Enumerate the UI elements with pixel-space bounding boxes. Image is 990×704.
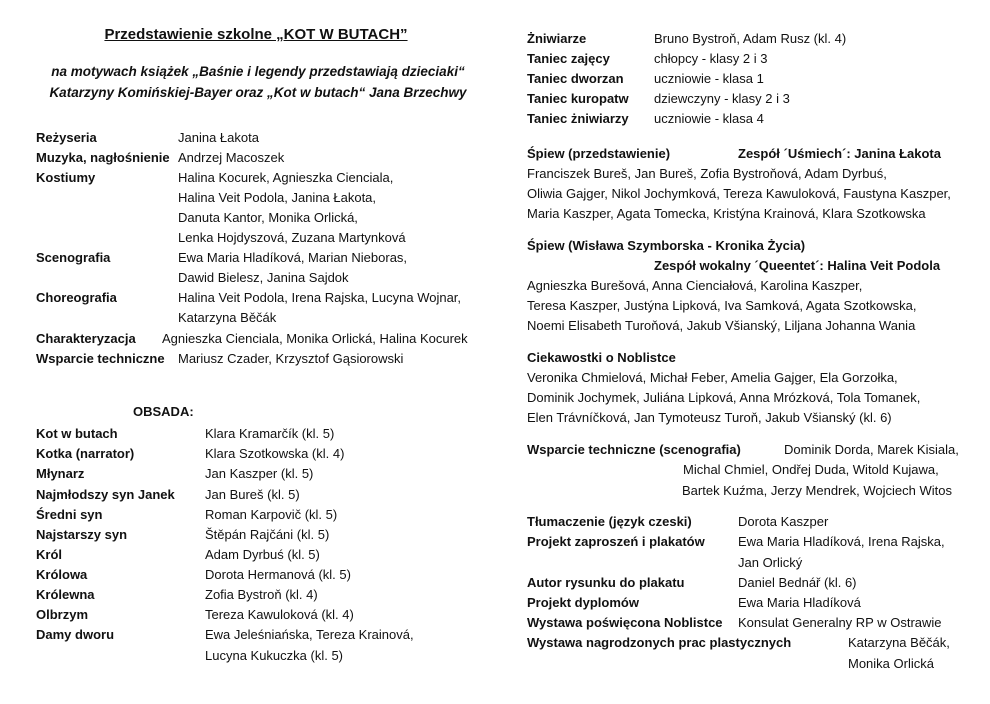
dance-value: uczniowie - klasa 1 <box>654 71 764 86</box>
member-line: Noemi Elisabeth Turoňová, Jakub Všianský, Liljana Johanna Wania <box>527 318 916 333</box>
member-line: Dominik Jochymek, Juliána Lipková, Anna Mrózková, Tola Tomanek, <box>527 390 921 405</box>
cast-role: Kotka (narrator) <box>36 446 135 461</box>
section-label: Ciekawostki o Noblistce <box>527 350 676 365</box>
credit-label: Wystawa poświęcona Noblistce <box>527 615 723 630</box>
credit-label: Wystawa nagrodzonych prac plastycznych <box>527 635 792 650</box>
section-label: Wsparcie techniczne (scenografia) <box>527 442 741 457</box>
cast-actor: Klara Kramarčík (kl. 5) <box>205 426 335 441</box>
subtitle <box>28 61 488 103</box>
crew-value: Dawid Bielesz, Janina Sajdok <box>178 270 349 285</box>
cast-actor: Štěpán Rajčáni (kl. 5) <box>205 527 330 542</box>
crew-value: Katarzyna Běčák <box>178 310 277 325</box>
credit-value: Daniel Bednář (kl. 6) <box>738 575 857 590</box>
dance-value: Bruno Bystroň, Adam Rusz (kl. 4) <box>654 31 847 46</box>
credit-value: Ewa Maria Hladíková, Irena Rajska, <box>738 534 945 549</box>
credit-label: Autor rysunku do plakatu <box>527 575 685 590</box>
member-line: Oliwia Gajger, Nikol Jochymková, Tereza Kawuloková, Faustyna Kaszper, <box>527 186 951 201</box>
crew-label: Muzyka, nagłośnienie <box>36 150 170 165</box>
member-line: Agnieszka Burešová, Anna Cienciałová, Karolina Kaszper, <box>527 278 863 293</box>
crew-label: Choreografia <box>36 290 117 305</box>
credit-value: Ewa Maria Hladíková <box>738 595 861 610</box>
cast-role: Średni syn <box>36 507 103 522</box>
crew-label: Charakteryzacja <box>36 331 136 346</box>
cast-actor: Zofia Bystroň (kl. 4) <box>205 587 318 602</box>
credit-label: Tłumaczenie (język czeski) <box>527 514 692 529</box>
dance-label: Taniec żniwiarzy <box>527 111 629 126</box>
crew-value: Lenka Hojdyszová, Zuzana Martynková <box>178 230 406 245</box>
dance-label: Taniec zajęcy <box>527 51 610 66</box>
credit-value: Katarzyna Běčák, <box>848 635 950 650</box>
cast-role: Królewna <box>36 587 95 602</box>
cast-role: Król <box>36 547 62 562</box>
dance-value: dziewczyny - klasy 2 i 3 <box>654 91 790 106</box>
dance-label: Taniec dworzan <box>527 71 624 86</box>
crew-value: Halina Veit Podola, Irena Rajska, Lucyna Wojnar, <box>178 290 462 305</box>
subtitle-line-2: Katarzyny Komińskiej-Bayer oraz „Kot w butach“ Jana Brzechwy <box>49 85 467 100</box>
cast-actor: Roman Karpovič (kl. 5) <box>205 507 338 522</box>
member-line: Franciszek Bureš, Jan Bureš, Zofia Bystroňová, Adam Dyrbuś, <box>527 166 887 181</box>
cast-role: Młynarz <box>36 466 85 481</box>
dance-label: Taniec kuropatw <box>527 91 629 106</box>
cast-actor: Adam Dyrbuś (kl. 5) <box>205 547 320 562</box>
cast-heading: OBSADA: <box>133 404 194 419</box>
cast-actor: Jan Kaszper (kl. 5) <box>205 466 314 481</box>
cast-role: Olbrzym <box>36 607 89 622</box>
crew-value: Agnieszka Cienciala, Monika Orlická, Halina Kocurek <box>162 331 468 346</box>
page-title: Przedstawienie szkolne „KOT W BUTACH” <box>104 26 408 43</box>
crew-value: Andrzej Macoszek <box>178 150 285 165</box>
crew-label: Wsparcie techniczne <box>36 351 165 366</box>
crew-label: Scenografia <box>36 250 111 265</box>
credit-value: Konsulat Generalny RP w Ostrawie <box>738 615 942 630</box>
cast-actor: Tereza Kawuloková (kl. 4) <box>205 607 354 622</box>
section-label: Śpiew (Wisława Szymborska - Kronika Życia) <box>527 238 806 253</box>
crew-label: Reżyseria <box>36 130 97 145</box>
crew-value: Danuta Kantor, Monika Orlická, <box>178 210 358 225</box>
crew-value: Halina Kocurek, Agnieszka Cienciala, <box>178 170 394 185</box>
cast-actor: Dorota Hermanová (kl. 5) <box>205 567 351 582</box>
member-line: Dominik Dorda, Marek Kisiala, <box>784 442 959 457</box>
crew-label: Kostiumy <box>36 170 96 185</box>
cast-role: Najstarszy syn <box>36 527 128 542</box>
cast-role: Królowa <box>36 567 88 582</box>
dance-label: Żniwiarze <box>527 31 587 46</box>
crew-value: Halina Veit Podola, Janina Łakota, <box>178 190 377 205</box>
credit-value: Dorota Kaszper <box>738 514 829 529</box>
cast-actor: Lucyna Kukuczka (kl. 5) <box>205 648 344 663</box>
credit-label: Projekt zaproszeń i plakatów <box>527 534 705 549</box>
crew-value: Janina Łakota <box>178 130 259 145</box>
cast-actor: Klara Szotkowska (kl. 4) <box>205 446 345 461</box>
member-line: Maria Kaszper, Agata Tomecka, Kristýna Krainová, Klara Szotkowska <box>527 206 926 221</box>
ensemble-label: Zespół ´Uśmiech´: Janina Łakota <box>738 146 941 161</box>
section-label: Śpiew (przedstawienie) <box>527 146 671 161</box>
cast-actor: Jan Bureš (kl. 5) <box>205 487 300 502</box>
credit-value: Monika Orlická <box>848 656 934 671</box>
subtitle-line-1: na motywach książek „Baśnie i legendy przedstawiają dzieciaki“ <box>51 64 465 79</box>
member-line: Bartek Kuźma, Jerzy Mendrek, Wojciech Witos <box>682 483 952 498</box>
credit-label: Projekt dyplomów <box>527 595 639 610</box>
member-line: Elen Trávníčková, Jan Tymoteusz Turoň, Jakub Všianský (kl. 6) <box>527 410 892 425</box>
member-line: Teresa Kaszper, Justýna Lipková, Iva Samková, Agata Szotkowska, <box>527 298 917 313</box>
dance-value: chłopcy - klasy 2 i 3 <box>654 51 768 66</box>
cast-role: Damy dworu <box>36 627 115 642</box>
crew-value: Ewa Maria Hladíková, Marian Nieboras, <box>178 250 408 265</box>
cast-actor: Ewa Jeleśniańska, Tereza Krainová, <box>205 627 414 642</box>
ensemble-label: Zespół wokalny ´Queentet´: Halina Veit Podola <box>654 258 941 273</box>
crew-value: Mariusz Czader, Krzysztof Gąsiorowski <box>178 351 404 366</box>
credit-value: Jan Orlický <box>738 555 803 570</box>
member-line: Veronika Chmielová, Michał Feber, Amelia Gajger, Ela Gorzołka, <box>527 370 898 385</box>
dance-value: uczniowie - klasa 4 <box>654 111 764 126</box>
cast-role: Najmłodszy syn Janek <box>36 487 175 502</box>
member-line: Michal Chmiel, Ondřej Duda, Witold Kujawa, <box>683 462 939 477</box>
cast-role: Kot w butach <box>36 426 118 441</box>
